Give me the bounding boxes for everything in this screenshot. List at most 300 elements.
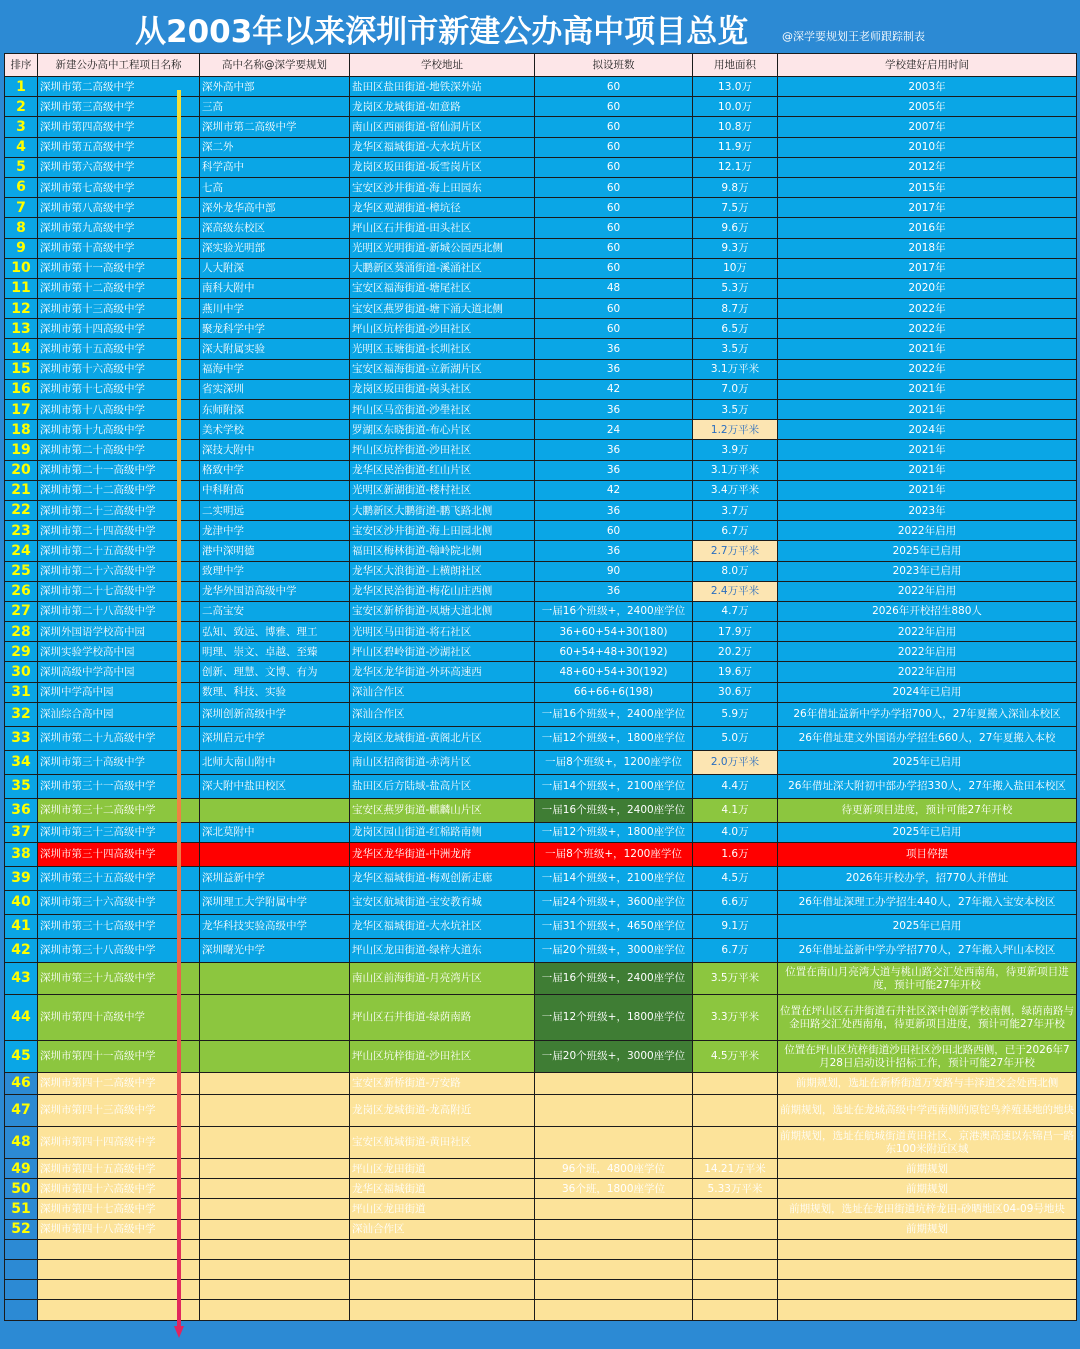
project-name-cell: 深圳市第十九高级中学 bbox=[38, 420, 200, 440]
land-area-cell bbox=[693, 1127, 778, 1159]
school-name-cell: 二高宝安 bbox=[200, 601, 350, 621]
land-area-cell: 17.9万 bbox=[693, 622, 778, 642]
land-area-cell: 3.4万平米 bbox=[693, 480, 778, 500]
header-open-time: 学校建好启用时间 bbox=[778, 54, 1077, 77]
land-area-cell: 7.5万 bbox=[693, 198, 778, 218]
classes-cell: 一届14个班级+，2100座学位 bbox=[535, 867, 693, 891]
project-name-cell: 深圳市第二十六高级中学 bbox=[38, 561, 200, 581]
project-name-cell: 深汕综合高中园 bbox=[38, 702, 200, 726]
open-time-cell: 26年借址益新中学办学招700人，27年夏搬入深汕本校区 bbox=[778, 702, 1077, 726]
school-name-cell bbox=[200, 1073, 350, 1095]
school-name-cell: 深外龙华高中部 bbox=[200, 198, 350, 218]
school-name-cell: 深北莫附中 bbox=[200, 822, 350, 842]
open-time-cell: 前期规划，选址在龙田街道坑梓龙田-砂晒地区04-09号地块 bbox=[778, 1199, 1077, 1219]
school-name-cell: 三高 bbox=[200, 97, 350, 117]
classes-cell: 60 bbox=[535, 299, 693, 319]
open-time-cell: 位置在坪山区坑梓街道沙田社区沙田北路西侧，已于2026年7月28日启动设计招标工作，预计可能27年开校 bbox=[778, 1041, 1077, 1073]
rank-cell: 45 bbox=[5, 1041, 38, 1073]
address-cell: 深汕合作区 bbox=[350, 702, 535, 726]
classes-cell: 一届8个班级+，1200座学位 bbox=[535, 750, 693, 774]
address-cell: 宝安区新桥街道-凤塘大道北侧 bbox=[350, 601, 535, 621]
table-row bbox=[5, 177, 1077, 197]
project-name-cell: 深圳市第六高级中学 bbox=[38, 157, 200, 177]
project-name-cell: 深圳市第二十三高级中学 bbox=[38, 500, 200, 520]
land-area-cell bbox=[693, 1219, 778, 1239]
table-row bbox=[5, 77, 1077, 97]
address-cell: 深汕合作区 bbox=[350, 1219, 535, 1239]
land-area-cell: 5.33万平米 bbox=[693, 1179, 778, 1199]
open-time-cell: 2022年 bbox=[778, 319, 1077, 339]
land-area-cell: 10.0万 bbox=[693, 97, 778, 117]
classes-cell: 60 bbox=[535, 258, 693, 278]
classes-cell: 一届16个班级+，2400座学位 bbox=[535, 601, 693, 621]
classes-cell: 36 bbox=[535, 500, 693, 520]
rank-cell: 48 bbox=[5, 1127, 38, 1159]
open-time-cell: 2012年 bbox=[778, 157, 1077, 177]
open-time-cell: 2024年 bbox=[778, 420, 1077, 440]
classes-cell: 96个班，4800座学位 bbox=[535, 1159, 693, 1179]
project-name-cell: 深圳市第二十二高级中学 bbox=[38, 480, 200, 500]
empty-row bbox=[5, 1280, 1077, 1300]
school-name-cell bbox=[200, 798, 350, 822]
table-row bbox=[5, 843, 1077, 867]
rank-cell: 19 bbox=[5, 440, 38, 460]
land-area-cell: 4.4万 bbox=[693, 774, 778, 798]
school-name-cell: 创新、理慧、文博、有为 bbox=[200, 662, 350, 682]
address-cell: 龙岗区坂田街道-岗头社区 bbox=[350, 379, 535, 399]
table-row bbox=[5, 198, 1077, 218]
table-body bbox=[5, 77, 1077, 1321]
school-name-cell bbox=[200, 1041, 350, 1073]
open-time-cell: 2022年启用 bbox=[778, 662, 1077, 682]
empty-cell bbox=[38, 1259, 200, 1279]
classes-cell: 90 bbox=[535, 561, 693, 581]
school-name-cell: 省实深圳 bbox=[200, 379, 350, 399]
open-time-cell: 2021年 bbox=[778, 379, 1077, 399]
empty-cell bbox=[350, 1280, 535, 1300]
project-name-cell: 深圳市第三十一高级中学 bbox=[38, 774, 200, 798]
table-row bbox=[5, 726, 1077, 750]
open-time-cell: 2026年开校办学，招770人并借址 bbox=[778, 867, 1077, 891]
table-row bbox=[5, 521, 1077, 541]
land-area-cell: 3.1万平米 bbox=[693, 359, 778, 379]
classes-cell: 60 bbox=[535, 238, 693, 258]
rank-cell: 44 bbox=[5, 995, 38, 1041]
address-cell: 南山区招商街道-赤湾片区 bbox=[350, 750, 535, 774]
land-area-cell: 6.7万 bbox=[693, 939, 778, 963]
project-name-cell: 深圳市第三十六高级中学 bbox=[38, 891, 200, 915]
project-name-cell: 深圳市第三高级中学 bbox=[38, 97, 200, 117]
school-name-cell: 数理、科技、实验 bbox=[200, 682, 350, 702]
open-time-cell: 2022年启用 bbox=[778, 521, 1077, 541]
table-row bbox=[5, 460, 1077, 480]
address-cell: 宝安区福海街道-塘尾社区 bbox=[350, 278, 535, 298]
address-cell: 坪山区马峦街道-沙壆社区 bbox=[350, 400, 535, 420]
rank-cell: 28 bbox=[5, 622, 38, 642]
land-area-cell bbox=[693, 1199, 778, 1219]
rank-cell: 40 bbox=[5, 891, 38, 915]
school-name-cell: 深外高中部 bbox=[200, 77, 350, 97]
project-name-cell: 深圳市第九高级中学 bbox=[38, 218, 200, 238]
open-time-cell: 待更新项目进度，预计可能27年开校 bbox=[778, 798, 1077, 822]
land-area-cell: 6.7万 bbox=[693, 521, 778, 541]
land-area-cell: 4.7万 bbox=[693, 601, 778, 621]
empty-cell bbox=[200, 1280, 350, 1300]
open-time-cell: 2021年 bbox=[778, 480, 1077, 500]
table-header-row bbox=[5, 54, 1077, 77]
classes-cell: 36 bbox=[535, 400, 693, 420]
school-name-cell: 致理中学 bbox=[200, 561, 350, 581]
open-time-cell: 2021年 bbox=[778, 440, 1077, 460]
land-area-cell: 8.0万 bbox=[693, 561, 778, 581]
address-cell: 龙华区福城街道-梅观创新走廊 bbox=[350, 867, 535, 891]
open-time-cell: 2025年已启用 bbox=[778, 915, 1077, 939]
open-time-cell: 2010年 bbox=[778, 137, 1077, 157]
classes-cell: 36+60+54+30(180) bbox=[535, 622, 693, 642]
table-row bbox=[5, 561, 1077, 581]
classes-cell: 24 bbox=[535, 420, 693, 440]
empty-row bbox=[5, 1300, 1077, 1320]
school-name-cell: 中科附高 bbox=[200, 480, 350, 500]
school-name-cell: 港中深明德 bbox=[200, 541, 350, 561]
address-cell: 宝安区燕罗街道-麒麟山片区 bbox=[350, 798, 535, 822]
land-area-cell: 9.1万 bbox=[693, 915, 778, 939]
address-cell: 龙岗区坂田街道-坂雪岗片区 bbox=[350, 157, 535, 177]
classes-cell: 一届31个班级+，4650座学位 bbox=[535, 915, 693, 939]
land-area-cell: 13.0万 bbox=[693, 77, 778, 97]
project-name-cell: 深圳市第二十八高级中学 bbox=[38, 601, 200, 621]
school-name-cell: 聚龙科学中学 bbox=[200, 319, 350, 339]
project-name-cell: 深圳市第二十七高级中学 bbox=[38, 581, 200, 601]
school-name-cell bbox=[200, 1219, 350, 1239]
open-time-cell: 2025年已启用 bbox=[778, 822, 1077, 842]
empty-row bbox=[5, 1259, 1077, 1279]
school-name-cell: 深大附属实验 bbox=[200, 339, 350, 359]
school-name-cell: 弘知、致远、博雅、理工 bbox=[200, 622, 350, 642]
address-cell: 龙华区福城街道-大水坑片区 bbox=[350, 137, 535, 157]
open-time-cell: 前期规划，选址在新桥街道万安路与丰泽道交会处西北侧 bbox=[778, 1073, 1077, 1095]
land-area-cell: 12.1万 bbox=[693, 157, 778, 177]
land-area-cell: 9.8万 bbox=[693, 177, 778, 197]
classes-cell: 一届16个班级+，2400座学位 bbox=[535, 702, 693, 726]
project-name-cell: 深圳市第十一高级中学 bbox=[38, 258, 200, 278]
empty-cell bbox=[535, 1239, 693, 1259]
project-name-cell: 深圳市第二十四高级中学 bbox=[38, 521, 200, 541]
school-name-cell: 深实验光明部 bbox=[200, 238, 350, 258]
school-name-cell: 深圳理工大学附属中学 bbox=[200, 891, 350, 915]
table-row bbox=[5, 541, 1077, 561]
land-area-cell: 30.6万 bbox=[693, 682, 778, 702]
project-name-cell: 深圳市第三十高级中学 bbox=[38, 750, 200, 774]
project-name-cell: 深圳市第十四高级中学 bbox=[38, 319, 200, 339]
table-row bbox=[5, 622, 1077, 642]
school-name-cell: 龙津中学 bbox=[200, 521, 350, 541]
land-area-cell: 10万 bbox=[693, 258, 778, 278]
empty-cell bbox=[535, 1280, 693, 1300]
classes-cell: 48+60+54+30(192) bbox=[535, 662, 693, 682]
address-cell: 福田区梅林街道-翰岭院北侧 bbox=[350, 541, 535, 561]
address-cell: 深汕合作区 bbox=[350, 682, 535, 702]
project-name-cell: 深圳市第三十五高级中学 bbox=[38, 867, 200, 891]
rank-cell: 17 bbox=[5, 400, 38, 420]
rank-cell: 10 bbox=[5, 258, 38, 278]
land-area-cell bbox=[693, 1095, 778, 1127]
project-name-cell: 深圳市第四十高级中学 bbox=[38, 995, 200, 1041]
address-cell: 宝安区航城街道-宝安教育城 bbox=[350, 891, 535, 915]
address-cell: 坪山区坑梓街道-沙田社区 bbox=[350, 1041, 535, 1073]
author-credit: @深学要规划王老师跟踪制表 bbox=[782, 30, 925, 43]
rank-cell: 14 bbox=[5, 339, 38, 359]
rank-cell: 6 bbox=[5, 177, 38, 197]
table-row bbox=[5, 1219, 1077, 1239]
rank-cell: 31 bbox=[5, 682, 38, 702]
table-row bbox=[5, 642, 1077, 662]
rank-cell: 42 bbox=[5, 939, 38, 963]
open-time-cell: 2025年已启用 bbox=[778, 541, 1077, 561]
table-row bbox=[5, 963, 1077, 995]
classes-cell: 60 bbox=[535, 137, 693, 157]
open-time-cell: 2017年 bbox=[778, 198, 1077, 218]
school-name-cell: 深圳启元中学 bbox=[200, 726, 350, 750]
school-name-cell: 福海中学 bbox=[200, 359, 350, 379]
land-area-cell: 4.5万平米 bbox=[693, 1041, 778, 1073]
classes-cell: 60 bbox=[535, 97, 693, 117]
classes-cell: 一届16个班级+，2400座学位 bbox=[535, 798, 693, 822]
rank-cell: 9 bbox=[5, 238, 38, 258]
classes-cell: 一届16个班级+，2400座学位 bbox=[535, 963, 693, 995]
land-area-cell: 2.4万平米 bbox=[693, 581, 778, 601]
table-row bbox=[5, 1073, 1077, 1095]
school-projects-table bbox=[4, 53, 1077, 1321]
land-area-cell: 10.8万 bbox=[693, 117, 778, 137]
land-area-cell: 9.6万 bbox=[693, 218, 778, 238]
rank-cell: 37 bbox=[5, 822, 38, 842]
table-row bbox=[5, 97, 1077, 117]
land-area-cell: 3.9万 bbox=[693, 440, 778, 460]
open-time-cell: 前期规划，选址在航城街道黄田社区、京港澳高速以东锦昌一路东100米附近区域 bbox=[778, 1127, 1077, 1159]
project-name-cell: 深圳市第四十八高级中学 bbox=[38, 1219, 200, 1239]
table-row bbox=[5, 798, 1077, 822]
table-row bbox=[5, 157, 1077, 177]
address-cell: 坪山区龙田街道 bbox=[350, 1159, 535, 1179]
address-cell: 龙华区龙华街道-中洲龙府 bbox=[350, 843, 535, 867]
table-row bbox=[5, 774, 1077, 798]
table-row bbox=[5, 278, 1077, 298]
table-row bbox=[5, 258, 1077, 278]
project-name-cell: 深圳市第八高级中学 bbox=[38, 198, 200, 218]
land-area-cell: 8.7万 bbox=[693, 299, 778, 319]
school-name-cell: 二实明远 bbox=[200, 500, 350, 520]
open-time-cell: 2022年启用 bbox=[778, 581, 1077, 601]
project-name-cell: 深圳市第四十三高级中学 bbox=[38, 1095, 200, 1127]
address-cell: 罗湖区东晓街道-布心片区 bbox=[350, 420, 535, 440]
table-row bbox=[5, 137, 1077, 157]
open-time-cell: 26年借址深理工办学招生440人，27年搬入宝安本校区 bbox=[778, 891, 1077, 915]
classes-cell: 一届12个班级+，1800座学位 bbox=[535, 726, 693, 750]
address-cell: 宝安区福海街道-立新湖片区 bbox=[350, 359, 535, 379]
land-area-cell: 5.0万 bbox=[693, 726, 778, 750]
classes-cell: 一届20个班级+，3000座学位 bbox=[535, 1041, 693, 1073]
land-area-cell: 1.2万平米 bbox=[693, 420, 778, 440]
classes-cell: 60 bbox=[535, 117, 693, 137]
empty-cell bbox=[535, 1300, 693, 1320]
rank-cell: 15 bbox=[5, 359, 38, 379]
rank-cell: 52 bbox=[5, 1219, 38, 1239]
land-area-cell: 3.7万 bbox=[693, 500, 778, 520]
table-row bbox=[5, 400, 1077, 420]
open-time-cell: 2026年开校招生880人 bbox=[778, 601, 1077, 621]
project-name-cell: 深圳市第四十一高级中学 bbox=[38, 1041, 200, 1073]
table-row bbox=[5, 702, 1077, 726]
classes-cell: 一届14个班级+，2100座学位 bbox=[535, 774, 693, 798]
classes-cell: 36 bbox=[535, 339, 693, 359]
address-cell: 宝安区航城街道-黄田社区 bbox=[350, 1127, 535, 1159]
classes-cell: 36 bbox=[535, 359, 693, 379]
table-row bbox=[5, 867, 1077, 891]
header-rank: 排序 bbox=[5, 54, 38, 77]
table-row bbox=[5, 480, 1077, 500]
open-time-cell: 前期规划，选址在龙城高级中学西南侧的原铊鸟养殖基地的地块 bbox=[778, 1095, 1077, 1127]
table-row bbox=[5, 750, 1077, 774]
table-row bbox=[5, 359, 1077, 379]
classes-cell: 36 bbox=[535, 541, 693, 561]
table-row bbox=[5, 420, 1077, 440]
project-name-cell: 深圳市第三十九高级中学 bbox=[38, 963, 200, 995]
land-area-cell: 7.0万 bbox=[693, 379, 778, 399]
rank-cell: 2 bbox=[5, 97, 38, 117]
open-time-cell: 2020年 bbox=[778, 278, 1077, 298]
rank-cell: 18 bbox=[5, 420, 38, 440]
address-cell: 坪山区坑梓街道-沙田社区 bbox=[350, 319, 535, 339]
table-row bbox=[5, 218, 1077, 238]
rank-cell: 11 bbox=[5, 278, 38, 298]
rank-cell: 26 bbox=[5, 581, 38, 601]
land-area-cell: 4.0万 bbox=[693, 822, 778, 842]
land-area-cell: 5.3万 bbox=[693, 278, 778, 298]
school-name-cell: 南科大附中 bbox=[200, 278, 350, 298]
address-cell: 坪山区碧岭街道-沙湖社区 bbox=[350, 642, 535, 662]
empty-cell bbox=[778, 1300, 1077, 1320]
open-time-cell: 2025年已启用 bbox=[778, 750, 1077, 774]
classes-cell: 60 bbox=[535, 319, 693, 339]
rank-cell: 33 bbox=[5, 726, 38, 750]
school-name-cell bbox=[200, 1095, 350, 1127]
school-name-cell: 格致中学 bbox=[200, 460, 350, 480]
open-time-cell: 2023年已启用 bbox=[778, 561, 1077, 581]
open-time-cell: 2007年 bbox=[778, 117, 1077, 137]
classes-cell: 一届8个班级+，1200座学位 bbox=[535, 843, 693, 867]
land-area-cell: 4.1万 bbox=[693, 798, 778, 822]
classes-cell: 一届24个班级+，3600座学位 bbox=[535, 891, 693, 915]
table-row bbox=[5, 500, 1077, 520]
table-row bbox=[5, 822, 1077, 842]
rank-cell: 51 bbox=[5, 1199, 38, 1219]
rank-cell: 41 bbox=[5, 915, 38, 939]
open-time-cell: 26年借址深大附初中部办学招330人，27年搬入盐田本校区 bbox=[778, 774, 1077, 798]
classes-cell bbox=[535, 1127, 693, 1159]
project-name-cell: 深圳高级中学高中园 bbox=[38, 662, 200, 682]
open-time-cell: 位置在南山月亮湾大道与桃山路交汇处西南角，待更新项目进度，预计可能27年开校 bbox=[778, 963, 1077, 995]
project-name-cell: 深圳市第十五高级中学 bbox=[38, 339, 200, 359]
project-name-cell: 深圳外国语学校高中园 bbox=[38, 622, 200, 642]
project-name-cell: 深圳市第四十六高级中学 bbox=[38, 1179, 200, 1199]
project-name-cell: 深圳市第二十五高级中学 bbox=[38, 541, 200, 561]
address-cell: 光明区新湖街道-楼村社区 bbox=[350, 480, 535, 500]
land-area-cell: 3.5万 bbox=[693, 400, 778, 420]
land-area-cell: 11.9万 bbox=[693, 137, 778, 157]
open-time-cell: 2017年 bbox=[778, 258, 1077, 278]
rank-cell: 7 bbox=[5, 198, 38, 218]
project-name-cell: 深圳市第三十四高级中学 bbox=[38, 843, 200, 867]
classes-cell bbox=[535, 1199, 693, 1219]
empty-cell bbox=[778, 1239, 1077, 1259]
land-area-cell: 3.3万平米 bbox=[693, 995, 778, 1041]
land-area-cell: 6.6万 bbox=[693, 891, 778, 915]
open-time-cell: 2021年 bbox=[778, 339, 1077, 359]
project-name-cell: 深圳市第四高级中学 bbox=[38, 117, 200, 137]
table-row bbox=[5, 891, 1077, 915]
land-area-cell: 14.21万平米 bbox=[693, 1159, 778, 1179]
rank-cell: 12 bbox=[5, 299, 38, 319]
rank-cell: 35 bbox=[5, 774, 38, 798]
project-name-cell: 深圳市第十三高级中学 bbox=[38, 299, 200, 319]
land-area-cell: 3.5万平米 bbox=[693, 963, 778, 995]
land-area-cell: 19.6万 bbox=[693, 662, 778, 682]
land-area-cell: 1.6万 bbox=[693, 843, 778, 867]
rank-cell: 24 bbox=[5, 541, 38, 561]
empty-cell bbox=[535, 1259, 693, 1279]
school-name-cell: 深圳曙光中学 bbox=[200, 939, 350, 963]
land-area-cell bbox=[693, 1073, 778, 1095]
land-area-cell: 20.2万 bbox=[693, 642, 778, 662]
table-row bbox=[5, 581, 1077, 601]
project-name-cell: 深圳市第三十三高级中学 bbox=[38, 822, 200, 842]
project-name-cell: 深圳市第十六高级中学 bbox=[38, 359, 200, 379]
address-cell: 南山区西丽街道-留仙洞片区 bbox=[350, 117, 535, 137]
empty-cell bbox=[38, 1280, 200, 1300]
table-row bbox=[5, 1179, 1077, 1199]
school-name-cell: 深二外 bbox=[200, 137, 350, 157]
empty-row bbox=[5, 1239, 1077, 1259]
rank-cell: 25 bbox=[5, 561, 38, 581]
address-cell: 龙岗区园山街道-红棉路南侧 bbox=[350, 822, 535, 842]
school-name-cell bbox=[200, 1127, 350, 1159]
classes-cell: 60 bbox=[535, 157, 693, 177]
open-time-cell: 项目停摆 bbox=[778, 843, 1077, 867]
open-time-cell: 前期规划 bbox=[778, 1159, 1077, 1179]
table-row bbox=[5, 915, 1077, 939]
table-row bbox=[5, 1199, 1077, 1219]
table-row bbox=[5, 238, 1077, 258]
address-cell: 盐田区盐田街道-地铁深外站 bbox=[350, 77, 535, 97]
project-name-cell: 深圳市第三十八高级中学 bbox=[38, 939, 200, 963]
table-row bbox=[5, 319, 1077, 339]
land-area-cell: 5.9万 bbox=[693, 702, 778, 726]
classes-cell: 66+66+6(198) bbox=[535, 682, 693, 702]
empty-cell bbox=[5, 1300, 38, 1320]
open-time-cell: 2022年 bbox=[778, 359, 1077, 379]
address-cell: 龙岗区龙城街道-龙高附近 bbox=[350, 1095, 535, 1127]
project-name-cell: 深圳市第四十七高级中学 bbox=[38, 1199, 200, 1219]
school-name-cell bbox=[200, 963, 350, 995]
empty-cell bbox=[693, 1259, 778, 1279]
open-time-cell: 2015年 bbox=[778, 177, 1077, 197]
classes-cell: 36 bbox=[535, 440, 693, 460]
school-name-cell: 明理、崇文、卓越、至臻 bbox=[200, 642, 350, 662]
rank-cell: 8 bbox=[5, 218, 38, 238]
rank-cell: 20 bbox=[5, 460, 38, 480]
school-name-cell: 深技大附中 bbox=[200, 440, 350, 460]
